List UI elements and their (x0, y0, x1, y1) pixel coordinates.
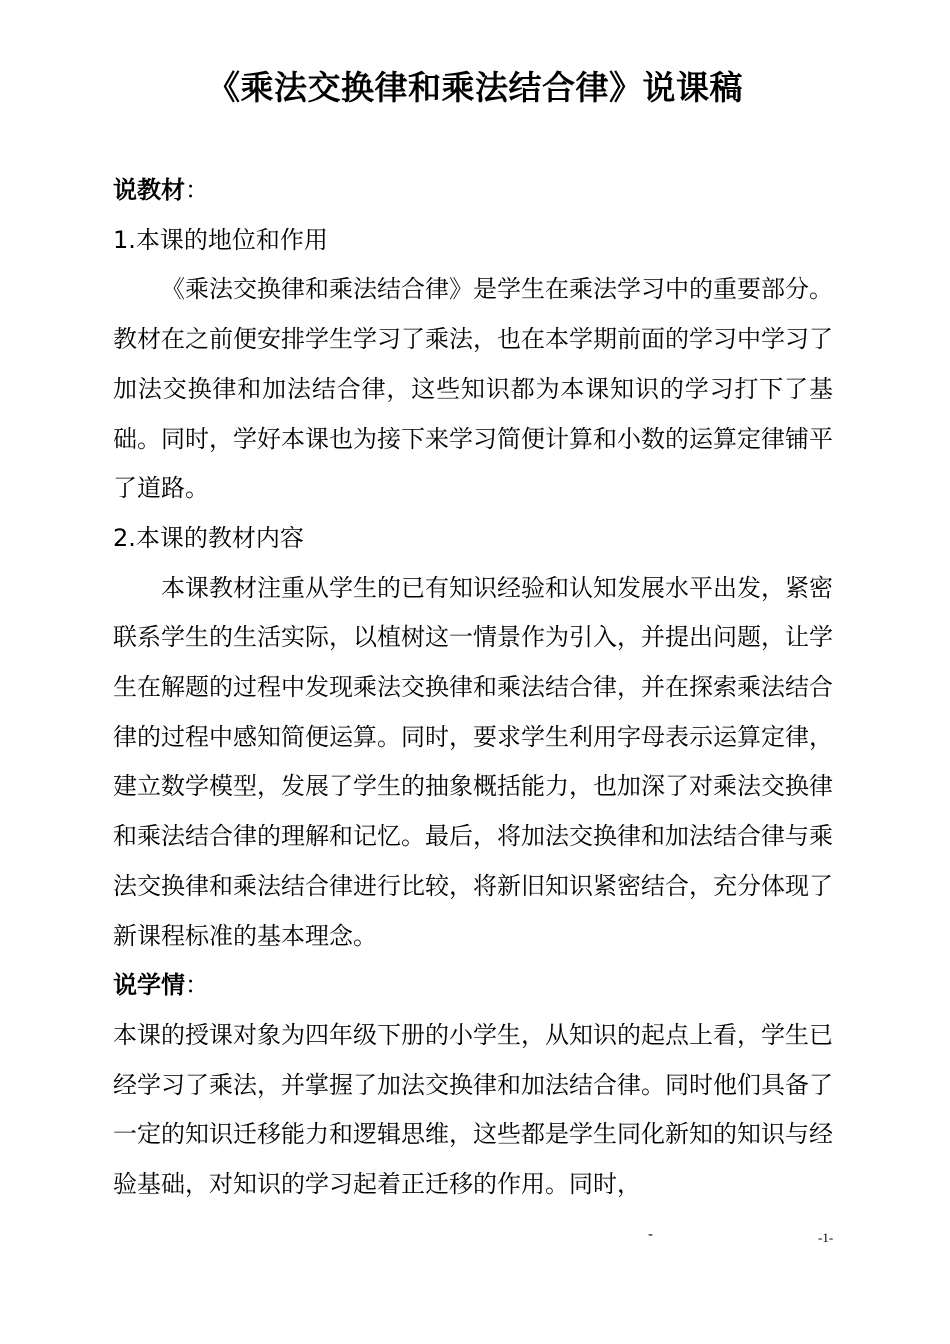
paragraph-position: 《乘法交换律和乘法结合律》是学生在乘法学习中的重要部分。教材在之前便安排学生学习了乘法，也在本学期前面的学习中学习了加法交换律和加法结合律，这些知识都为本课知识的学习打下了基础。同时，学好本课也为接下来学习简便计算和小数的运算定律铺平了道路。 (113, 275, 833, 503)
section-heading-textbook (113, 166, 833, 216)
section-heading-colon: ： (185, 176, 209, 204)
document-body (113, 166, 833, 1210)
section-heading-students (113, 961, 833, 1011)
subsection-label-content: 2.本课的教材内容 (113, 523, 304, 552)
footer-dash: - (648, 1227, 654, 1243)
subsection-label-position: 1.本课的地位和作用 (113, 225, 328, 254)
paragraph-students: 本课的授课对象为四年级下册的小学生，从知识的起点上看，学生已经学习了乘法，并掌握了加法交换律和加法结合律。同时他们具备了一定的知识迁移能力和逻辑思维，这些都是学生同化新知的知识与经验基础，对知识的学习起着正迁移的作用。同时， (113, 1020, 833, 1199)
page-number: -1- (818, 1230, 834, 1245)
section-heading-text: 说学情 (113, 971, 185, 1000)
section-heading-text: 说教材 (113, 176, 185, 204)
section-heading-colon: ： (185, 971, 209, 1000)
document-title: 《乘法交换律和乘法结合律》说课稿 (207, 68, 743, 107)
paragraph-content: 本课教材注重从学生的已有知识经验和认知发展水平出发，紧密联系学生的生活实际，以植树这一情景作为引入，并提出问题，让学生在解题的过程中发现乘法交换律和乘法结合律，并在探索乘法结合律的过程中感知简便运算。同时，要求学生利用字母表示运算定律，建立数学模型，发展了学生的抽象概括能力，也加深了对乘法交换律和乘法结合律的理解和记忆。最后，将加法交换律和加法结合律与乘法交换律和乘法结合律进行比较，将新旧知识紧密结合，充分体现了新课程标准的基本理念。 (113, 573, 833, 950)
